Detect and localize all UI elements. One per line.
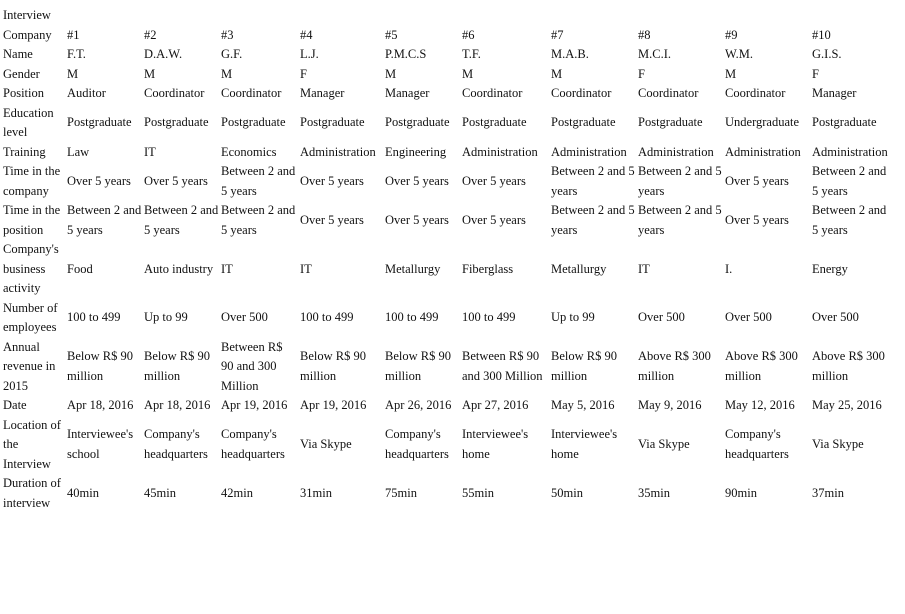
- table-cell: #8: [638, 27, 651, 42]
- table-cell: Over 500: [725, 310, 772, 325]
- table-row-header: [2, 6, 895, 26]
- table-cell: Administration: [638, 144, 714, 159]
- table-cell: 40min: [67, 485, 99, 500]
- row-label: Location of the Interview: [3, 417, 61, 471]
- table-cell: Over 500: [221, 310, 268, 325]
- row-label: Number of employees: [3, 300, 58, 334]
- table-cell: Interviewee's home: [462, 427, 529, 461]
- row-label: Education level: [3, 105, 54, 139]
- table-cell: Over 5 years: [300, 173, 364, 188]
- table-row: [2, 416, 895, 475]
- table-cell: 100 to 499: [462, 310, 516, 325]
- table-cell: #3: [221, 27, 234, 42]
- table-cell: Company's headquarters: [221, 427, 285, 461]
- table-cell: #5: [385, 27, 398, 42]
- table-cell: Food: [67, 261, 93, 276]
- table-cell: Between 2 and 5 years: [551, 164, 635, 198]
- table-cell: IT: [638, 261, 650, 276]
- row-label: Time in the position: [3, 203, 61, 237]
- table-cell: Coordinator: [725, 86, 786, 100]
- table-cell: Administration: [462, 144, 538, 159]
- table-cell: 45min: [144, 485, 176, 500]
- table-cell: Company's headquarters: [144, 427, 208, 461]
- interview-table: [2, 6, 895, 513]
- table-cell: Manager: [812, 86, 857, 100]
- table-cell: Via Skype: [812, 437, 864, 451]
- table-cell: Over 500: [638, 310, 685, 325]
- table-cell: Between R$ 90 and 300 Million: [462, 349, 543, 383]
- table-cell: Below R$ 90 million: [385, 349, 451, 383]
- row-label: Position: [3, 86, 44, 100]
- table-cell: Above R$ 300 million: [725, 349, 798, 383]
- table-cell: Between 2 and 5 years: [638, 203, 722, 237]
- table-cell: M: [221, 66, 233, 81]
- table-row: [2, 474, 895, 513]
- table-cell: 100 to 499: [385, 310, 439, 325]
- table-cell: 75min: [385, 485, 417, 500]
- table-cell: Between 2 and 5 years: [221, 164, 296, 198]
- table-cell: Coordinator: [551, 86, 612, 100]
- table-cell: Coordinator: [144, 86, 205, 100]
- table-cell: Between 2 and 5 years: [67, 203, 142, 237]
- table-cell: Over 5 years: [67, 173, 131, 188]
- table-cell: Below R$ 90 million: [144, 349, 210, 383]
- table-cell: Interviewee's school: [67, 427, 134, 461]
- table-cell: Below R$ 90 million: [67, 349, 133, 383]
- table-cell: Manager: [385, 86, 430, 100]
- table-cell: Below R$ 90 million: [300, 349, 366, 383]
- table-cell: Between 2 and 5 years: [638, 164, 722, 198]
- table-cell: Between 2 and 5 years: [221, 203, 296, 237]
- table-cell: Administration: [725, 144, 801, 159]
- row-label: Name: [3, 47, 33, 61]
- table-cell: Apr 18, 2016: [67, 398, 134, 412]
- table-cell: W.M.: [725, 47, 754, 61]
- table-cell: M.C.I.: [638, 47, 671, 61]
- table-cell: Metallurgy: [551, 261, 607, 276]
- row-label: Date: [3, 398, 27, 412]
- table-cell: 42min: [221, 485, 253, 500]
- table-cell: Over 5 years: [462, 173, 526, 188]
- table-cell: Between 2 and 5 years: [812, 164, 887, 198]
- table-row: [2, 45, 895, 65]
- table-cell: Energy: [812, 261, 848, 276]
- table-cell: F: [638, 66, 645, 81]
- table-cell: Engineering: [385, 144, 447, 159]
- header-label: Interview: [3, 8, 51, 22]
- table-cell: Postgraduate: [462, 115, 527, 130]
- table-cell: Above R$ 300 million: [812, 349, 885, 383]
- table-cell: 55min: [462, 485, 494, 500]
- table-cell: L.J.: [300, 47, 319, 61]
- table-cell: Company's headquarters: [385, 427, 449, 461]
- table-cell: Between 2 and 5 years: [551, 203, 635, 237]
- table-row: [2, 104, 895, 143]
- table-cell: Metallurgy: [385, 261, 441, 276]
- table-cell: M: [385, 66, 397, 81]
- table-cell: 90min: [725, 485, 757, 500]
- table-cell: Postgraduate: [67, 115, 132, 130]
- table-cell: Below R$ 90 million: [551, 349, 617, 383]
- table-cell: Over 5 years: [462, 212, 526, 227]
- table-cell: 100 to 499: [300, 310, 354, 325]
- table-cell: Coordinator: [638, 86, 699, 100]
- table-cell: F: [300, 66, 307, 81]
- table-row: [2, 143, 895, 163]
- table-cell: D.A.W.: [144, 47, 183, 61]
- table-cell: #10: [812, 27, 831, 42]
- table-cell: Interviewee's home: [551, 427, 618, 461]
- table-cell: Postgraduate: [300, 115, 365, 130]
- table-cell: Postgraduate: [385, 115, 450, 130]
- table-row: [2, 201, 895, 240]
- table-cell: Postgraduate: [638, 115, 703, 130]
- table-cell: IT: [221, 261, 233, 276]
- row-label: Company's business activity: [3, 242, 59, 295]
- table-cell: #9: [725, 27, 738, 42]
- table-cell: May 12, 2016: [725, 398, 795, 412]
- table-cell: I.: [725, 261, 733, 276]
- table-cell: Manager: [300, 86, 345, 100]
- table-cell: P.M.C.S: [385, 47, 427, 61]
- table-cell: M: [67, 66, 79, 81]
- row-label: Training: [3, 144, 46, 159]
- table-cell: 31min: [300, 485, 332, 500]
- table-cell: IT: [144, 144, 156, 159]
- header-spacer: [66, 6, 895, 26]
- table-row: [2, 338, 895, 397]
- table-cell: May 9, 2016: [638, 398, 702, 412]
- table-cell: #4: [300, 27, 313, 42]
- table-cell: Between 2 and 5 years: [812, 203, 887, 237]
- table-cell: 35min: [638, 485, 670, 500]
- table-cell: Law: [67, 144, 90, 159]
- table-cell: May 5, 2016: [551, 398, 615, 412]
- table-cell: F.T.: [67, 47, 86, 61]
- table-cell: Apr 19, 2016: [300, 398, 367, 412]
- table-cell: Over 5 years: [385, 173, 449, 188]
- table-row: [2, 162, 895, 201]
- table-cell: M: [144, 66, 156, 81]
- table-cell: Apr 18, 2016: [144, 398, 211, 412]
- table-cell: Over 5 years: [725, 173, 789, 188]
- table-cell: Apr 19, 2016: [221, 398, 288, 412]
- table-cell: Auto industry: [144, 261, 214, 276]
- table-cell: M.A.B.: [551, 47, 589, 61]
- table-row: [2, 299, 895, 338]
- table-cell: Postgraduate: [144, 115, 209, 130]
- table-cell: Coordinator: [221, 86, 282, 100]
- table-cell: Administration: [812, 144, 888, 159]
- table-cell: Over 500: [812, 310, 859, 325]
- table-cell: Auditor: [67, 86, 106, 100]
- table-row: [2, 84, 895, 104]
- table-cell: Between R$ 90 and 300 Million: [221, 339, 283, 393]
- table-cell: Above R$ 300 million: [638, 349, 711, 383]
- table-cell: M: [551, 66, 563, 81]
- table-cell: #2: [144, 27, 157, 42]
- table-row: [2, 396, 895, 416]
- table-cell: Over 5 years: [300, 212, 364, 227]
- table-cell: 50min: [551, 485, 583, 500]
- table-cell: G.I.S.: [812, 47, 842, 61]
- table-cell: G.F.: [221, 47, 243, 61]
- table-cell: F: [812, 66, 819, 81]
- table-cell: M: [725, 66, 737, 81]
- table-cell: Over 5 years: [144, 173, 208, 188]
- row-label: Annual revenue in 2015: [3, 339, 56, 393]
- table-cell: #7: [551, 27, 564, 42]
- table-cell: Company's headquarters: [725, 427, 789, 461]
- table-cell: Coordinator: [462, 86, 523, 100]
- table-cell: Administration: [300, 144, 376, 159]
- row-label: Duration of interview: [3, 476, 61, 510]
- table-cell: Between 2 and 5 years: [144, 203, 219, 237]
- table-cell: Over 5 years: [385, 212, 449, 227]
- table-cell: Via Skype: [300, 437, 352, 451]
- table-row: [2, 240, 895, 299]
- row-label: Gender: [3, 66, 40, 81]
- table-cell: 37min: [812, 485, 844, 500]
- row-label: Company: [3, 27, 52, 42]
- table-cell: Economics: [221, 144, 277, 159]
- table-cell: Administration: [551, 144, 627, 159]
- table-cell: T.F.: [462, 47, 481, 61]
- table-cell: IT: [300, 261, 312, 276]
- table-cell: Up to 99: [551, 310, 595, 325]
- table-cell: Postgraduate: [551, 115, 616, 130]
- table-cell: Via Skype: [638, 437, 690, 451]
- row-label: Time in the company: [3, 164, 61, 198]
- table-cell: May 25, 2016: [812, 398, 882, 412]
- table-row: [2, 26, 895, 46]
- table-cell: Fiberglass: [462, 261, 514, 276]
- table-cell: M: [462, 66, 474, 81]
- table-cell: Undergraduate: [725, 115, 800, 130]
- table-cell: Up to 99: [144, 310, 188, 325]
- table-cell: Over 5 years: [725, 212, 789, 227]
- table-cell: 100 to 499: [67, 310, 121, 325]
- table-cell: Apr 26, 2016: [385, 398, 452, 412]
- table-cell: Postgraduate: [812, 115, 877, 130]
- table-cell: Apr 27, 2016: [462, 398, 529, 412]
- table-row: [2, 65, 895, 85]
- interview-table-body: [2, 6, 895, 513]
- table-cell: Postgraduate: [221, 115, 286, 130]
- table-cell: #1: [67, 27, 80, 42]
- table-cell: #6: [462, 27, 475, 42]
